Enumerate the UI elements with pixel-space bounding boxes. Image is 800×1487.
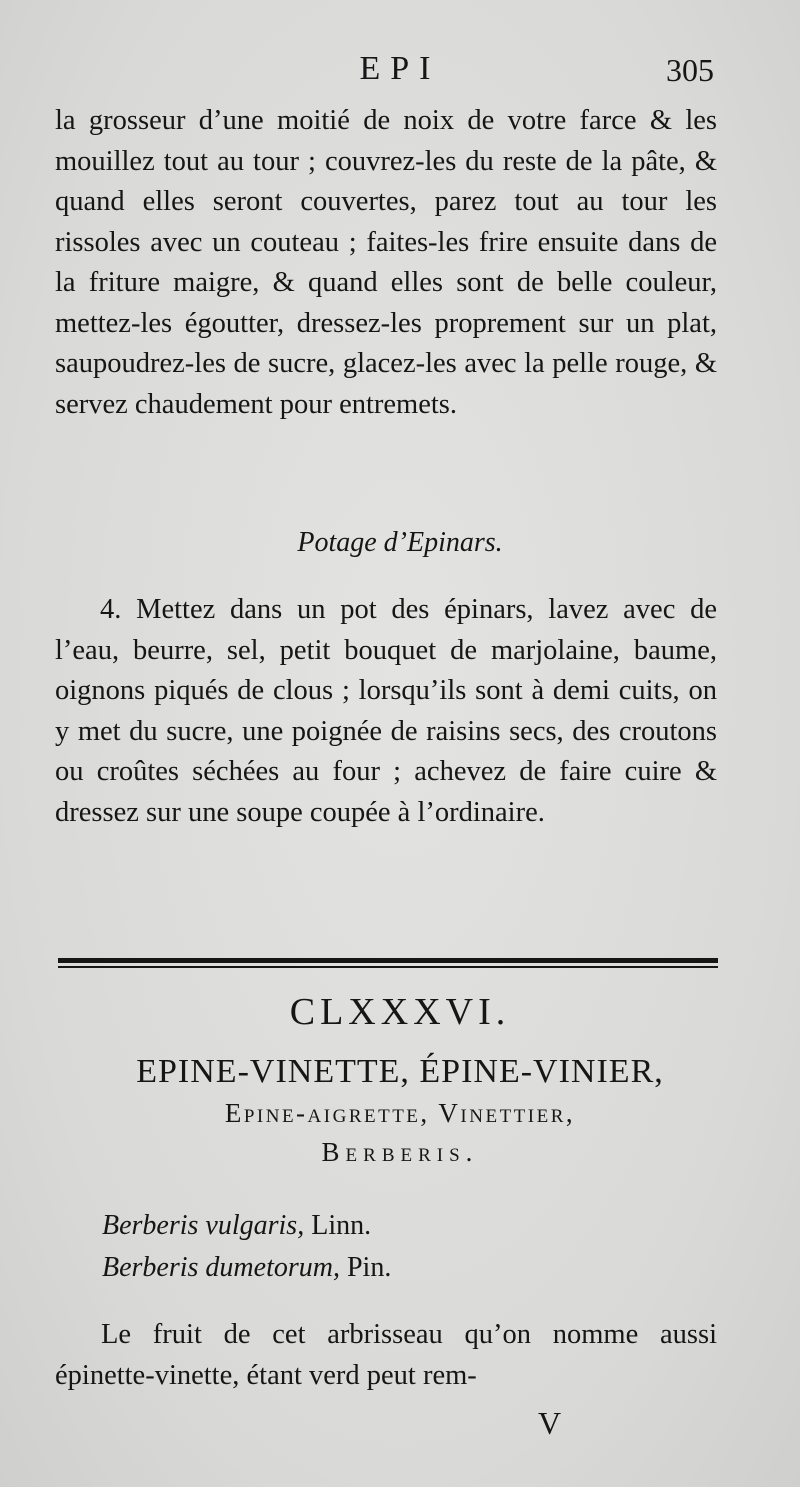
paragraph-1-text: la grosseur d’une moitié de noix de votre farce & les mouillez tout au tour ; couvrez-les du reste de la pâte, & quand elles seront couvertes, parez tout au tour les rissoles avec un couteau ; faites-les frire ensuite dans de la friture maigre, & quand elles sont de belle couleur, mettez-les égoutter, dressez-les proprement sur un plat, saupoudrez-les de sucre, glacez-les avec la pelle rouge, & servez chaudement pour entremets. <box>55 105 717 420</box>
binomial-entry <box>102 1247 391 1289</box>
page-header <box>0 48 800 98</box>
paragraph-berberis <box>55 1315 717 1396</box>
divider-thick-line <box>58 958 718 963</box>
binomial-authority: Linn. <box>311 1210 372 1241</box>
binomial-name: Berberis dumetorum, <box>102 1252 340 1283</box>
paragraph-3-text: Le fruit de cet arbrisseau qu’on nomme aussi épinette-vinette, étant verd peut rem- <box>55 1319 717 1391</box>
page-number: 305 <box>666 52 714 88</box>
chapter-number: CLXXXVI. <box>289 991 511 1033</box>
chapter-title <box>0 1050 800 1172</box>
chapter-title-line-2: Epine-aigrette, Vinettier, <box>224 1098 576 1128</box>
paragraph-rissoles <box>55 101 717 425</box>
binomial-entry <box>102 1205 391 1247</box>
chapter-title-line-1: EPINE-VINETTE, ÉPINE-VINIER, <box>136 1053 664 1090</box>
divider-thin-line <box>58 966 718 968</box>
section-divider <box>58 958 718 968</box>
running-head: EPI <box>359 50 441 87</box>
chapter-title-line-3: Berberis. <box>321 1137 479 1167</box>
recipe-subheading: Potage d’Epinars. <box>297 527 503 558</box>
botanical-names <box>102 1205 391 1289</box>
binomial-name: Berberis vulgaris, <box>102 1210 305 1241</box>
paragraph-2-text: 4. Mettez dans un pot des épinars, lavez avec de l’eau, beurre, sel, petit bouquet de marjolaine, baume, oignons piqués de clous ; lorsqu’ils sont à demi cuits, on y met du sucre, une poignée de raisins secs, des croutons ou croûtes séchées au four ; achevez de faire cuire & dressez sur une soupe coupée à l’ordinaire. <box>55 594 717 828</box>
paragraph-potage <box>55 590 717 833</box>
signature-mark: V <box>538 1405 562 1441</box>
binomial-authority: Pin. <box>346 1252 392 1283</box>
